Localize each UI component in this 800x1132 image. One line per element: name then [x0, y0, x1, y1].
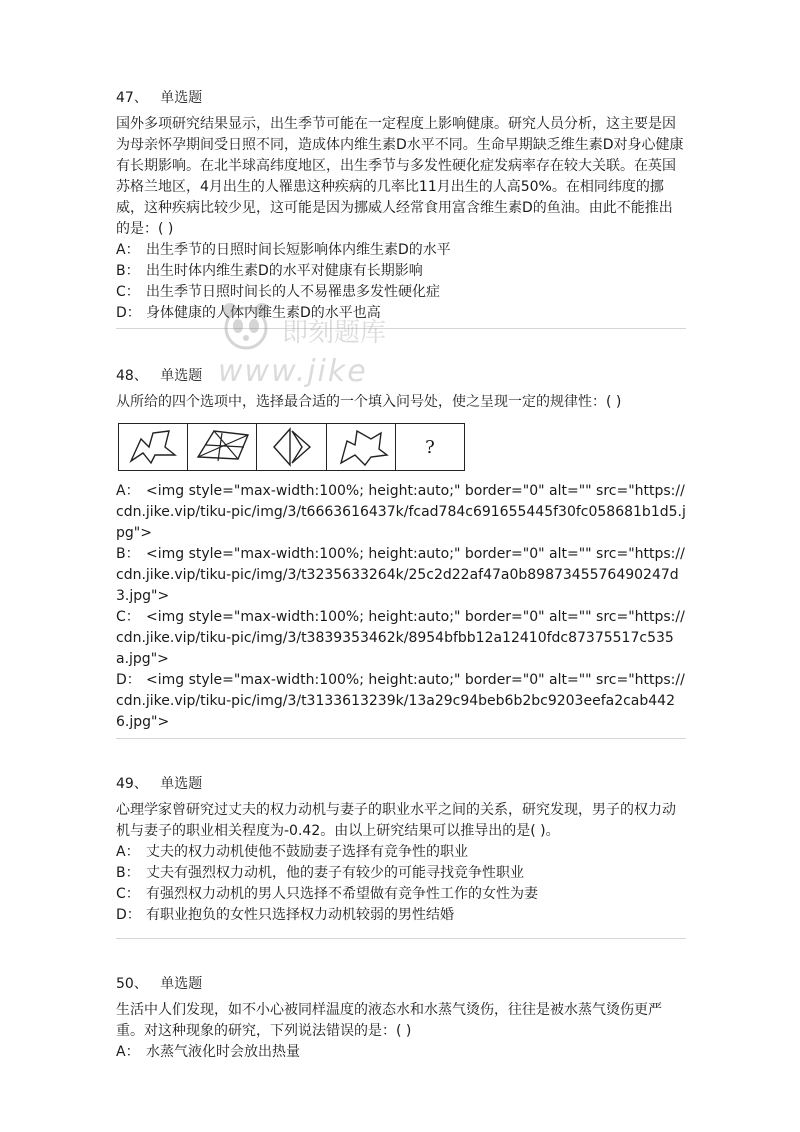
option-c[interactable]: C： 出生季节日照时间长的人不易罹患多发性硬化症 — [116, 284, 440, 300]
figure-1 — [119, 424, 188, 470]
question-type: 单选题 — [160, 776, 203, 792]
option-b[interactable]: B： <img style="max-width:100%; height:auto;" border="0" alt="" src="https://cdn.jike.vip/tiku-pic/img/3/t3235633264k/25c2d22af47a0b8987345576490247d3.jpg"> — [116, 546, 685, 604]
question-mark: ? — [425, 436, 435, 458]
option-a[interactable]: A： <img style="max-width:100%; height:auto;" border="0" alt="" src="https://cdn.jike.vip/tiku-pic/img/3/t6663616437k/fcad784c691655445f30fc058681b1d5.jpg"> — [116, 483, 686, 541]
option-a[interactable]: A： 水蒸气液化时会放出热量 — [116, 1044, 300, 1060]
question-47 — [116, 88, 686, 324]
question-type: 单选题 — [160, 90, 203, 106]
option-c[interactable]: C： <img style="max-width:100%; height:auto;" border="0" alt="" src="https://cdn.jike.vip/tiku-pic/img/3/t3839353462k/8954bfbb12a12410fdc87375517c535a.jpg"> — [116, 609, 685, 667]
option-c[interactable]: C： 有强烈权力动机的男人只选择不希望做有竞争性工作的女性为妻 — [116, 886, 538, 902]
question-header — [116, 88, 686, 108]
question-stem: 国外多项研究结果显示，出生季节可能在一定程度上影响健康。研究人员分析，这主要是因为母亲怀孕期间受日照不同，造成体内维生素D水平不同。生命早期缺乏维生素D对身心健康有长期影响。在北半球高纬度地区，出生季节与多发性硬化症发病率存在较大关联。在英国苏格兰地区，4月出生的人罹患这种疾病的几率比11月出生的人高50%。在相同纬度的挪威，这种疾病比较少见，这可能是因为挪威人经常食用富含维生素D的鱼油。由此不能推出的是：( ) — [116, 116, 684, 237]
figure-question-cell — [396, 424, 464, 470]
question-number: 47、 — [116, 90, 148, 106]
question-stem: 心理学家曾研究过丈夫的权力动机与妻子的职业水平之间的关系，研究发现，男子的权力动机与妻子的职业相关程度为-0.42。由以上研究结果可以推导出的是( )。 — [116, 802, 676, 839]
option-a[interactable]: A： 出生季节的日照时间长短影响体内维生素D的水平 — [116, 242, 451, 258]
section-divider — [116, 938, 686, 939]
question-header — [116, 366, 686, 386]
question-number: 50、 — [116, 976, 148, 992]
figure-2 — [188, 424, 257, 470]
star-arrow-figure-icon — [331, 425, 391, 469]
question-stem: 从所给的四个选项中，选择最合适的一个填入问号处，使之呈现一定的规律性：( ) — [116, 394, 622, 410]
question-header — [116, 774, 686, 794]
figure-4 — [327, 424, 396, 470]
question-stem: 生活中人们发现，如不小心被同样温度的液态水和水蒸气烫伤，往往是被水蒸气烫伤更严重。对这种现象的研究，下列说法错误的是：( ) — [116, 1002, 662, 1039]
figure-sequence — [118, 423, 465, 471]
diamond-bracket-figure-icon — [262, 425, 322, 469]
question-header — [116, 974, 686, 994]
option-d[interactable]: D： <img style="max-width:100%; height:auto;" border="0" alt="" src="https://cdn.jike.vip/tiku-pic/img/3/t3133613239k/13a29c94beb6b2bc9203eefa2cab4426.jpg"> — [116, 672, 685, 730]
question-number: 48、 — [116, 368, 148, 384]
section-divider — [116, 328, 686, 329]
parallelogram-lines-figure-icon — [192, 425, 252, 469]
question-number: 49、 — [116, 776, 148, 792]
option-d[interactable]: D： 身体健康的人体内维生素D的水平也高 — [116, 305, 381, 321]
option-d[interactable]: D： 有职业抱负的女性只选择权力动机较弱的男性结婚 — [116, 907, 454, 923]
question-49 — [116, 774, 686, 926]
watermark-url: www.jike — [218, 354, 368, 389]
question-48 — [116, 366, 686, 733]
arrow-zigzag-figure-icon — [123, 425, 183, 469]
option-b[interactable]: B： 出生时体内维生素D的水平对健康有长期影响 — [116, 263, 423, 279]
watermark-brand: 即刻题库 — [282, 318, 387, 348]
figure-3 — [257, 424, 326, 470]
section-divider — [116, 738, 686, 739]
option-b[interactable]: B： 丈夫有强烈权力动机，他的妻子有较少的可能寻找竞争性职业 — [116, 865, 524, 881]
question-50 — [116, 974, 686, 1063]
question-type: 单选题 — [160, 368, 203, 384]
option-a[interactable]: A： 丈夫的权力动机使他不鼓励妻子选择有竞争性的职业 — [116, 844, 468, 860]
question-type: 单选题 — [160, 976, 203, 992]
